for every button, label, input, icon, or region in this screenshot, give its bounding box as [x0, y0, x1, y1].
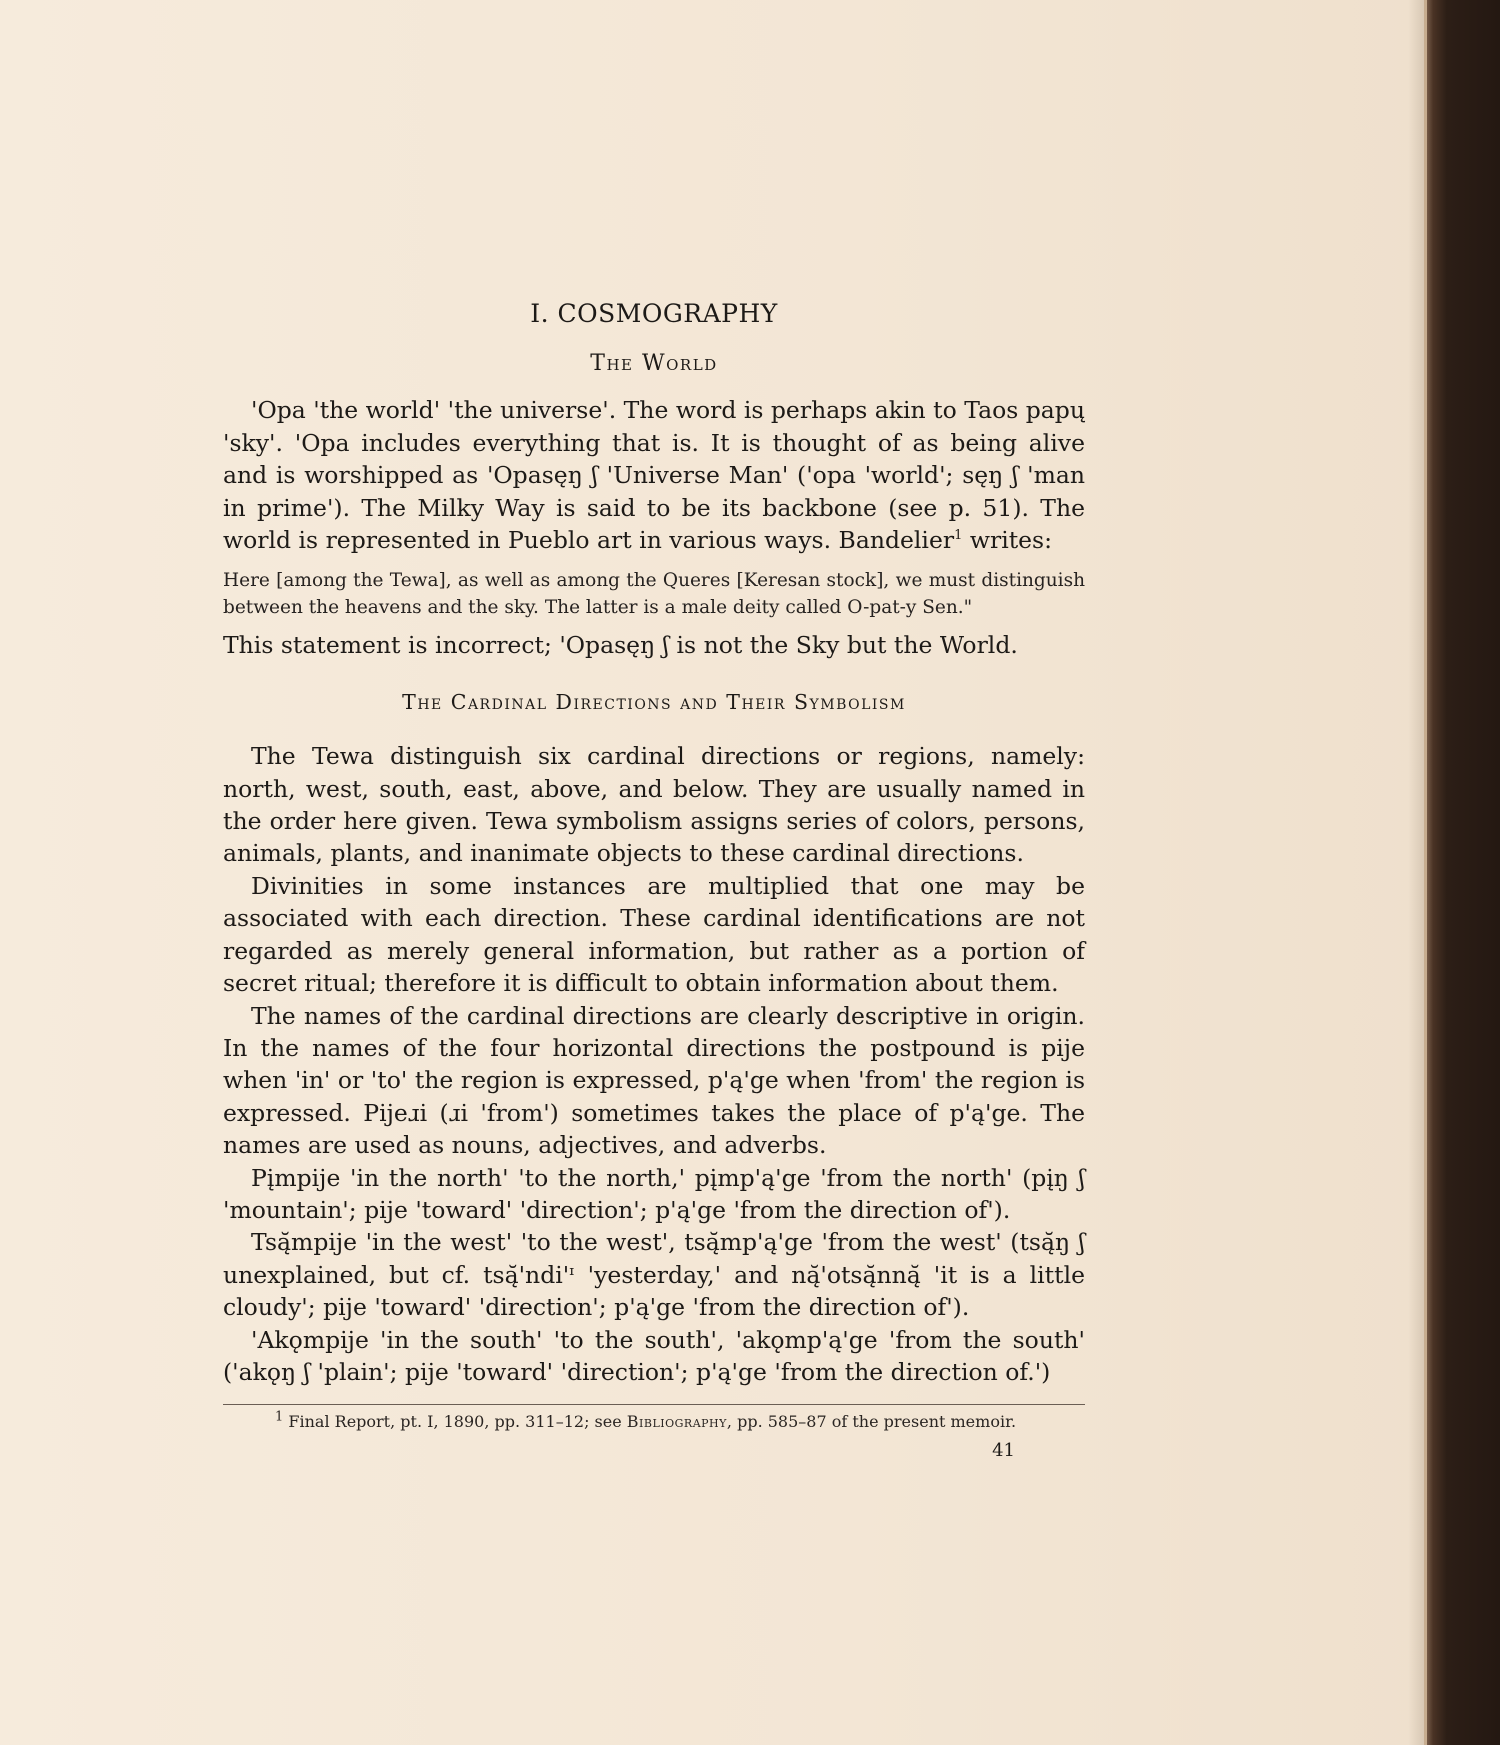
page-number: 41 [992, 1440, 1015, 1462]
book-cover-edge [1424, 0, 1500, 1745]
paragraph-world [223, 394, 1085, 556]
footnote-bibliography: Bibliography [626, 1412, 727, 1432]
footnote-text-b: , pp. 585–87 of the present memoir. [726, 1412, 1017, 1432]
footnote-reference: 1 [954, 528, 963, 544]
block-quote: Here [among the Tewa], as well as among the Queres [Keresan stock], we must distinguish between the heavens and the sky. The latter is a male deity called O-pat-y Sen." [223, 570, 1085, 618]
footnote [223, 1411, 1085, 1433]
paragraph-divinities: Divinities in some instances are multiplied that one may be associated with each direction. These cardinal identifications are not regarded as merely general information, but rather as a portion of secret ritual; therefore it is difficult to obtain information about them. [223, 871, 1085, 998]
paragraph-names: The names of the cardinal directions are clearly descriptive in origin. In the names of the four horizontal directions the postpound is pije when 'in' or 'to' the region is expressed, p'ą'ge when 'from' the region is expressed. Pijeɹi (ɹi 'from') sometimes takes the place of p'ą'ge. The names are used as nouns, adjectives, and adverbs. [223, 1001, 1085, 1160]
footnote-text-a: Final Report, pt. I, 1890, pp. 311–12; see [288, 1412, 627, 1432]
chapter-title: I. COSMOGRAPHY [530, 299, 778, 328]
page-fore-edge [1424, 0, 1427, 1745]
footnote-rule [223, 1404, 1085, 1405]
paragraph-statement: This statement is incorrect; 'Opasęŋ ʃ is not the Sky but the World. [223, 631, 1018, 660]
paragraph-north: Pįmpije 'in the north' 'to the north,' pįmp'ą'ge 'from the north' (pįŋ ʃ 'mountain'; pije 'toward' 'direction'; p'ą'ge 'from the direction of'). [223, 1163, 1085, 1224]
paragraph-world-text: 'Opa 'the world' 'the universe'. The word is perhaps akin to Taos papų 'sky'. 'Opa includes everything that is. It is thought of as being alive and is worshipped as 'Opasęŋ ʃ 'Universe Man' ('opa 'world'; sęŋ ʃ 'man in prime'). The Milky Way is said to be its backbone (see p. 51). The world is represented in Pueblo art in various ways. Bandelier [223, 396, 1085, 555]
footnote-mark: 1 [275, 1410, 284, 1426]
section-title-world: The World [590, 351, 718, 376]
paragraph-world-tail: writes: [962, 526, 1053, 555]
paragraph-west: Tsą̆mpije 'in the west' 'to the west', tsą̆mp'ą'ge 'from the west' (tsą̆ŋ ʃ unexplained, but cf. tsą̆'ndi'ᶦ 'yesterday,' and ną̆'otsą̆nną̆ 'it is a little cloudy'; pije 'toward' 'direction'; p'ą'ge 'from the direction of'). [223, 1228, 1085, 1322]
section-title-directions: The Cardinal Directions and Their Symbolism [402, 689, 906, 714]
page-content [223, 290, 1085, 1468]
paragraph-six-directions: The Tewa distinguish six cardinal directions or regions, namely: north, west, south, east, above, and below. They are usually named in the order here given. Tewa symbolism assigns series of colors, persons, animals, plants, and inanimate objects to these cardinal directions. [223, 742, 1085, 868]
paragraph-south: 'Akǫmpije 'in the south' 'to the south', 'akǫmp'ą'ge 'from the south' ('akǫŋ ʃ 'plain'; pije 'toward' 'direction'; p'ą'ge 'from the direction of.') [223, 1325, 1085, 1386]
